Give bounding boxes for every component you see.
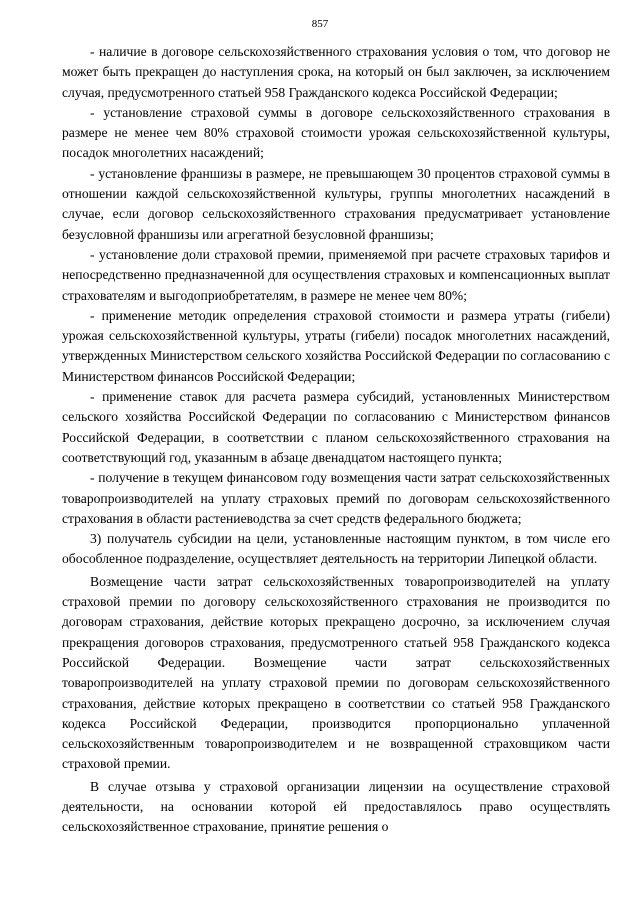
paragraph-subsidy-rates: - применение ставок для расчета размера субсидий, установленных Министерством сельского хозяйства Российской Федерации по согласованию с Министерством финансов Российской Федерации, в соответствии с планом сельскохозяйственного страхования на соответствующий год, указанным в абзаце двенадцатом настоящего пункта; (62, 389, 610, 465)
paragraph-insured-sum: - установление страховой суммы в договоре сельскохозяйственного страхования в размере не менее чем 80% страховой стоимости урожая сельскохозяйственной культуры, посадок многолетних насаждений; (62, 104, 610, 161)
paragraph-premium-share: - установление доли страховой премии, применяемой при расчете страховых тарифов и непосредственно предназначенной для осуществления страховых и компенсационных выплат страхователям и выгодоприобретателям, в размере не менее чем 80%; (62, 246, 610, 303)
paragraph-license-revocation: В случае отзыва у страховой организации лицензии на осуществление страховой деятельности, на основании которой ей предоставлялось право осуществлять сельскохозяйственное страхование, принятие решения о (62, 778, 610, 835)
paragraph-federal-budget: - получение в текущем финансовом году возмещения части затрат сельскохозяйственных товаропроизводителей на уплату страховых премий по договорам сельскохозяйственного страхования в области растениеводства за счет средств федерального бюджета; (62, 470, 610, 526)
paragraph-methods: - применение методик определения страховой стоимости и размера утраты (гибели) урожая сельскохозяйственной культуры, утраты (гибели) посадок многолетних насаждений, утвержденных Министерством сельского хозяйства Российской Федерации по согласованию с Министерством финансов Российской Федерации; (62, 307, 610, 384)
document-body (62, 42, 610, 838)
paragraph-recipient-territory: 3) получатель субсидии на цели, установленные настоящим пунктом, в том числе его обособленное подразделение, осуществляет деятельность на территории Липецкой области. (62, 531, 610, 567)
paragraph-franchise: - установление франшизы в размере, не превышающем 30 процентов страховой суммы в отношении каждой сельскохозяйственной культуры, группы многолетних насаждений в случае, если договор сельскохозяйственного страхования предусматривает установление безусловной франшизы или агрегатной безусловной франшизы; (62, 165, 610, 242)
paragraph-reimbursement: Возмещение части затрат сельскохозяйственных товаропроизводителей на уплату страховой премии по договору сельскохозяйственного страхования не производится по договорам страхования, действие которых прекращено досрочно, за исключением случая прекращения договоров страхования, предусмотренного статьей 958 Гражданского кодекса Российской Федерации. Возмещение части затрат сельскохозяйственных товаропроизводителей на уплату страховой премии по договорам сельскохозяйственного страхования, действие которых прекращено в соответствии со статьей 958 Гражданского кодекса Российской Федерации, производится пропорционально уплаченной сельскохозяйственным товаропроизводителем и не возвращенной страховщиком части страховой премии. (62, 573, 610, 772)
page-number: 857 (311, 18, 329, 30)
paragraph-insurance-condition: - наличие в договоре сельскохозяйственного страхования условия о том, что договор не может быть прекращен до наступления срока, на который он был заключен, за исключением случая, предусмотренного статьей 958 Гражданского кодекса Российской Федерации; (62, 44, 610, 100)
